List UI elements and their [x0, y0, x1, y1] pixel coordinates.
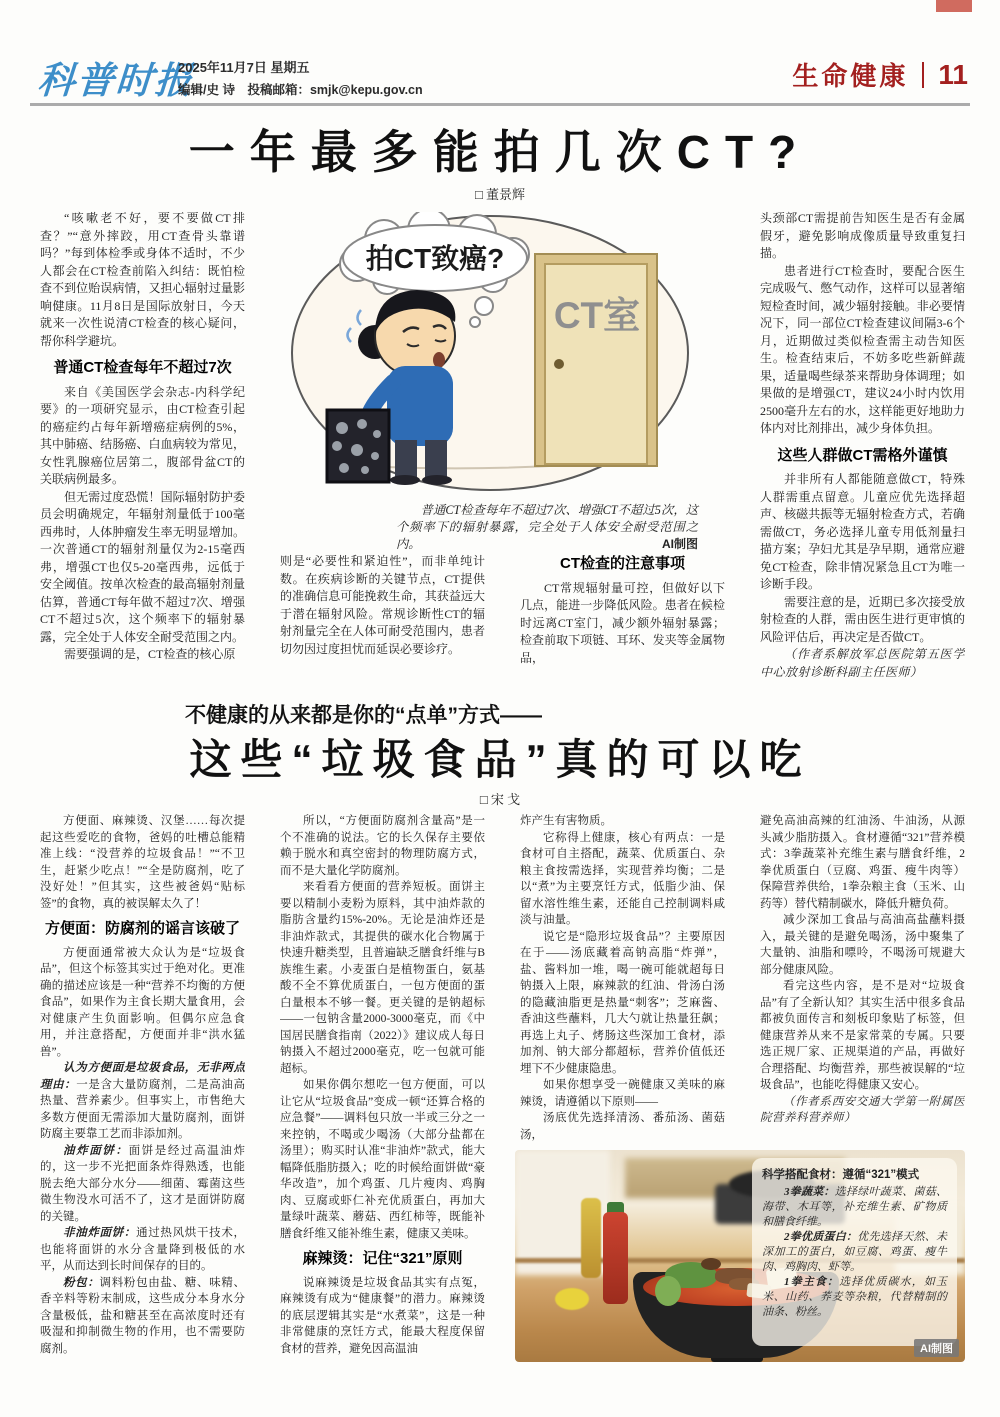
article2-author: □ 宋 戈	[479, 792, 521, 807]
paragraph: 看完这些内容，是不是对“垃圾食品”有了全新认知？其实生活中很多食品都被负面传言和刻板印象贴了标签，但健康营养从来不是家常菜的专属。只要选正规厂家、正规渠道的产品，再做好合理搭配、均衡营养，那些被误解的“垃圾食品”，也能吃得健康又安心。	[760, 980, 965, 1091]
article2-headline: 这些“垃圾食品”真的可以吃	[189, 736, 811, 783]
article2-kicker: 不健康的从来都是你的“点单”方式——	[185, 704, 542, 727]
paragraph: 它称得上健康，核心有两点：一是食材可自主搭配，蔬菜、优质蛋白、杂粮主食按需选择，实现营养均衡；二是以“煮”为主要烹饪方式，低脂少油、保留水溶性维生素，还能自己控制调料咸淡与油量。	[520, 831, 725, 926]
section-header	[792, 56, 968, 93]
paragraph: 说麻辣烫是垃圾食品其实有点冤，麻辣烫有成为“健康餐”的潜力。麻辣烫的底层逻辑其实是“水煮菜”，这是一种非常健康的烹饪方式，能最大程度保留食材的营养，避免因高温油	[280, 1276, 485, 1355]
paragraph: 所以，“方便面防腐剂含量高”是一个不准确的说法。它的长久保存主要依赖于脱水和真空密封的物理防腐方式，而不是大量化学防腐剂。	[280, 815, 485, 877]
newspaper-logo: 科普时报	[36, 61, 196, 102]
header-rule	[30, 103, 970, 106]
ct-room-door	[535, 254, 657, 466]
subhead-malatang: 麻辣烫：记住“321”原则	[302, 1250, 463, 1267]
paragraph: “咳嗽老不好，要不要做CT排查？”“意外摔跤，用CT查骨头靠谱吗？”每到体检季或身体不适时，不少人都会在CT检查前陷入纠结：既怕检查不到位贻误病情，又担心辐射过量影响健康。11月8日是国际放射日，今天就来一次性说清CT检查的核心疑问，帮你科学避坑。	[40, 211, 245, 348]
item-lead: 3拳蔬菜：	[784, 1186, 835, 1198]
panel-item: 3拳蔬菜：选择绿叶蔬菜、菌菇、海带、木耳等，补充维生素、矿物质和膳食纤维。	[762, 1186, 947, 1228]
panel-title: 科学搭配食材：遵循“321”模式	[762, 1169, 920, 1181]
ct-room-door-label: CT室	[553, 295, 641, 336]
emphasis-lead: 认为方便面是垃圾食品，无非两点理由：	[40, 1062, 245, 1091]
xray-film	[327, 410, 389, 482]
author-credit: （作者系西安交通大学第一附属医院营养科营养师）	[760, 1095, 965, 1124]
editor-contact: 编辑/史 诗 投稿邮箱：smjk@kepu.gov.cn	[178, 83, 423, 97]
article2-column-1	[40, 813, 245, 1373]
door-knob-icon	[554, 359, 564, 369]
paragraph: 认为方便面是垃圾食品，无非两点理由：一是含大量防腐剂，二是高油高热量、营养素少。但事实上，市售绝大多数方便面无需添加大量防腐剂，面饼防腐主要靠工艺而非添加剂。	[40, 1062, 245, 1140]
masthead-info	[178, 57, 423, 98]
malatang-photo	[515, 1150, 965, 1362]
article1-headline: 一年最多能拍几次CT?	[188, 126, 812, 178]
issue-date: 2025年11月7日 星期五	[178, 60, 310, 75]
article2-column-2	[280, 813, 485, 1373]
subhead-instant-noodles: 方便面：防腐剂的谣言该破了	[44, 920, 240, 937]
subhead-ct-precautions: CT检查的注意事项	[560, 555, 685, 572]
paragraph: CT常规辐射量可控，但做好以下几点，能进一步降低风险。患者在候检时远离CT室门，减少额外辐射暴露；检查前取下项链、耳环、发夹等金属物品，	[520, 580, 725, 665]
section-title: 生命健康	[792, 61, 909, 91]
paragraph: 如果你偶尔想吃一包方便面，可以让它从“垃圾食品”变成一顿“还算合格的应急餐”——调料包只放一半或三分之一来控钠，不喝或少喝汤（大部分盐都在汤里）；购买时认准“非油炸”款式，能大幅降低脂肪摄入；吃的时候给面饼做“豪华改造”，加个鸡蛋、几片瘦肉、鸡胸肉、豆腐或虾仁补充优质蛋白，再加大量绿叶蔬菜、蘑菇、西红柿等，既能补膳食纤维又能补维生素，健康又美味。	[280, 1079, 485, 1240]
paragraph: 则是“必要性和紧迫性”，而非单纯计数。在疾病诊断的关键节点，CT提供的准确信息可能挽救生命，其获益远大于潜在辐射风险。常规诊断性CT的辐射剂量完全在人体可耐受范围内，患者切勿因过度担忧而延误必要诊疗。	[280, 554, 485, 656]
ai-credit-badge: AI制图	[914, 1339, 959, 1357]
page-number: 11	[938, 58, 968, 90]
article1-column-3	[520, 553, 725, 683]
cartoon-caption	[396, 502, 698, 553]
lemon-wedge	[555, 1288, 589, 1310]
item-lead: 油炸面饼：	[63, 1144, 129, 1157]
section-divider	[922, 62, 924, 88]
caption-text: 普通CT检查每年不超过7次、增强CT不超过5次，这个频率下的辐射暴露，完全处于人体安全耐受范围之内。	[396, 503, 698, 551]
paragraph: 头颈部CT需提前告知医生是否有金属假牙，避免影响成像质量导致重复扫描。	[760, 211, 965, 260]
article2-column-3	[520, 813, 725, 1143]
paragraph: 炸产生有害物质。	[520, 815, 612, 827]
paragraph: 来看看方便面的营养短板。面饼主要以精制小麦粉为原料，其中油炸款的脂肪含量约15%-20%。无论是油炸还是非油炸款式，其提供的碳水化合物属于快速升糖类型，且普遍缺乏膳食纤维与B族维生素。小麦蛋白是植物蛋白，氨基酸不全不算优质蛋白，一包方便面的蛋白量根本不够一餐。更关键的是钠超标——一包钠含量2000-3000毫克，而《中国居民膳食指南（2022）》建议成人每日钠摄入不超过2000毫克，吃一包就可能超标。	[280, 881, 485, 1075]
ct-cartoon-illustration	[287, 212, 693, 495]
paragraph: 汤底优先选择清汤、番茄汤、菌菇汤，	[520, 1112, 725, 1141]
item-lead: 2拳优质蛋白：	[784, 1231, 858, 1243]
thought-bubble-text: 拍CT致癌?	[365, 243, 505, 274]
paragraph: 减少深加工食品与高油高盐蘸料摄入，最关键的是避免喝汤，汤中聚集了大量钠、油脂和嘌呤，不喝汤可规避大部分健康风险。	[760, 914, 965, 976]
print-corner-mark	[936, 0, 972, 12]
paragraph: 避免高油高辣的红油汤、牛油汤，从源头减少脂肪摄入。食材遵循“321”营养模式：3拳蔬菜补充维生素与膳食纤维，2拳优质蛋白（豆腐、鸡蛋、瘦牛肉等）保障营养供给，1拳杂粮主食（玉米、山药等）替代精制碳水，降低升糖负荷。	[760, 815, 965, 910]
paragraph: 如果你想享受一碗健康又美味的麻辣烫，请遵循以下原则——	[520, 1079, 725, 1108]
article2-column-4	[760, 813, 965, 1143]
paragraph: 需要注意的是，近期已多次接受放射检查的人群，需由医生进行更审慎的风险评估后，再决定是否做CT。	[760, 594, 965, 644]
sauce-bottle	[603, 1212, 628, 1304]
author-credit: （作者系解放军总医院第五医学中心放射诊断科副主任医师）	[760, 647, 965, 679]
panel-item: 1拳主食：选择优质碳水，如玉米、山药、荞麦等杂粮，代替精制的油条、粉丝。	[762, 1276, 948, 1318]
article1-column-4	[760, 210, 965, 684]
sauce-bottle	[581, 1198, 601, 1278]
article1-author: □ 董景辉	[474, 187, 526, 202]
subhead-ct-frequency: 普通CT检查每年不超过7次	[53, 359, 232, 376]
item-lead: 非油炸面饼：	[63, 1227, 137, 1239]
paragraph: 患者进行CT检查时，要配合医生完成吸气、憋气动作，这样可以显著缩短检查时间，减少辐射接触。非必要情况下，同一部位CT检查建议间隔3-6个月，近期做过类似检查需主动告知医生。检查结束后，不妨多吃些新鲜蔬果，适量喝些绿茶来帮助身体调理；如果做的是增强CT，建议24小时内饮用2500毫升左右的水，这样能更好地助力体内对比剂排出，减少身体负担。	[760, 263, 965, 435]
list-item: 粉包：调料粉包由盐、糖、味精、香辛料等粉末制成，这些成分本身水分含量极低，盐和糖甚至在高浓度时还有吸湿和抑制微生物的作用，也不需要防腐剂。	[40, 1276, 245, 1355]
subhead-ct-caution-groups: 这些人群做CT需格外谨慎	[777, 446, 948, 464]
paragraph: 需要强调的是，CT检查的核心原	[64, 647, 236, 661]
nutrition-tips-panel	[752, 1158, 957, 1346]
paragraph: 方便面通常被大众认为是“垃圾食品”，但这个标签其实过于绝对化。更准确的描述应该是一种“营养不均衡的方便食品”，如果作为主食长期大量食用，会对健康产生负面影响。但偶尔应急食用，并注意搭配，方便面并非“洪水猛兽”。	[40, 946, 245, 1058]
mushroom	[701, 1258, 721, 1270]
bok-choy	[655, 1276, 681, 1306]
paragraph: 方便面、麻辣烫、汉堡……每次提起这些爱吃的食物，爸妈的吐槽总能精准上线：“没营养的垃圾食品！”“不卫生，赶紧少吃点！”“全是防腐剂，吃了没好处！”但其实，这些被爸妈“贴标签”的食物，真的被误解太久了！	[40, 815, 245, 910]
item-lead: 1拳主食：	[784, 1276, 840, 1288]
ai-credit-label: AI制图	[656, 536, 698, 553]
paragraph: 并非所有人都能随意做CT，特殊人群需重点留意。儿童应优先选择超声、核磁共振等无辐射检查方式，若确需做CT，务必选择儿童专用低剂量扫描方案；孕妇尤其是孕早期，通常应避免CT检查，除非情况紧急且CT为唯一诊断手段。	[760, 472, 965, 591]
list-item: 非油炸面饼：通过热风烘干技术，也能将面饼的水分含量降到极低的水平，从而达到长时间保存的目的。	[40, 1227, 245, 1272]
article1-column-2	[280, 553, 485, 681]
panel-item: 2拳优质蛋白：优先选择天然、未深加工的蛋白，如豆腐、鸡蛋、瘦牛肉、鸡胸肉、虾等。	[762, 1231, 947, 1273]
list-item: 油炸面饼：面饼是经过高温油炸的，这一步不光把面条炸得熟透，也能脱去绝大部分水分——细菌、霉菌这些微生物没水可活不了，这才是面饼防腐的关键。	[40, 1144, 245, 1223]
item-lead: 粉包：	[63, 1276, 100, 1289]
paragraph: 来自《美国医学会杂志-内科学纪要》的一项研究显示，由CT检查引起的癌症约占每年新增癌症病例的5%，其中肺癌、结肠癌、白血病较为常见，女性乳腺癌位居第二，腹部骨盆CT的关联病例最多。	[40, 384, 245, 486]
article1-column-1	[40, 210, 245, 684]
paragraph: 说它是“隐形垃圾食品”？主要原因在于——汤底藏着高钠高脂“炸弹”，盐、酱料加一堆，喝一碗可能就超每日钠摄入上限，麻辣款的红油、骨汤白汤的隐藏油脂更是热量“刺客”；芝麻酱、香油这些蘸料，几大勺就让热量狂飙；再选上丸子、烤肠这些深加工食材，添加剂、钠大部分都超标，营养价值低还埋下不少健康隐患。	[520, 930, 725, 1075]
paragraph: 但无需过度恐慌！国际辐射防护委员会明确规定，年辐射剂量低于100毫西弗时，人体肿瘤发生率无明显增加。一次普通CT的辐射剂量仅为2-15毫西弗，增强CT也仅5-20毫西弗，远低于安全阈值。按单次检查的最高辐射剂量估算，普通CT每年做不超过7次、增强CT不超过5次，这个频率下的辐射暴露，完全处于人体安全耐受范围之内。	[40, 489, 245, 644]
